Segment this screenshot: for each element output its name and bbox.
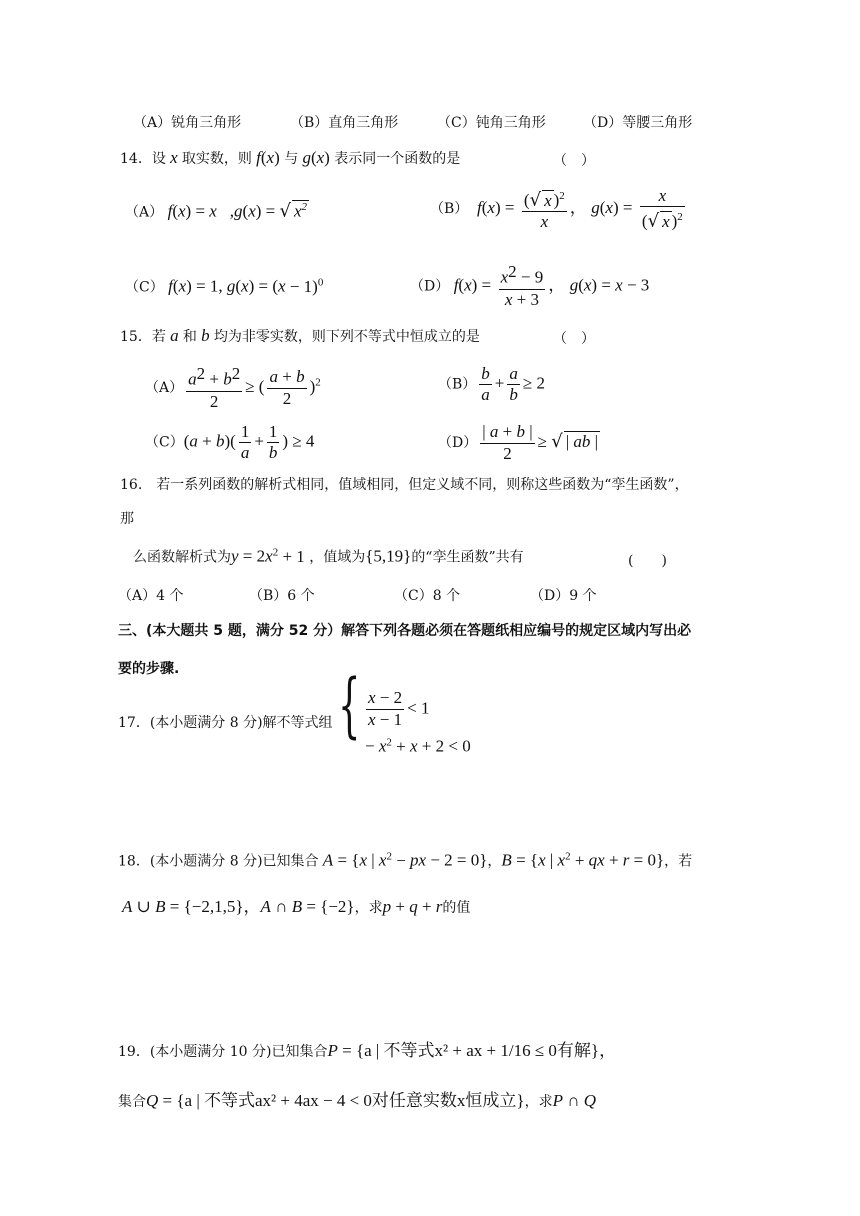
q14-label-d: （D） xyxy=(410,278,450,295)
q18-line1: 18．(本小题满分 8 分)已知集合 A = {x | $x^2$ − px − 2 = 0}，B = {x | $x^2$ + qx + r = 0}，若 xyxy=(118,850,693,870)
q15-stem-c: 均为非零实数，则下列不等式中恒成立的是 xyxy=(213,329,480,345)
q16-line1: 16. 若一系列函数的解析式相同，值域相同，但定义域不同，则称这些函数为“孪生函数”， xyxy=(120,477,689,493)
q18-line2: A ∪ B = {−2,1,5}，A ∩ B = {−2}，求p + q + r的值 xyxy=(122,897,471,916)
q15-stem-a: 若 xyxy=(151,329,166,345)
q15-option-a: （A） $\frac{a^2 + b^2}{2}$ ≥ ( $\frac{a + b}{2}$ )$^2$ xyxy=(145,364,321,411)
q16-option-c: （C）8 个 xyxy=(394,588,461,604)
q15-label-c: （C） xyxy=(145,434,184,451)
q15-option-d: （D） $\frac{| a + b |}{2}$ ≥ √ | ab | xyxy=(438,422,599,463)
q16-line3: 么函数解析式为$y = 2x^2 + 1$ ，值域为{5,19}的“孪生函数”共有 xyxy=(133,546,524,566)
q14-stem-c: 与 xyxy=(284,151,299,167)
q14-option-a: （A） f(x) = x ,g(x) = √ $x^2$ xyxy=(125,200,308,222)
q16-option-a: （A）4 个 xyxy=(118,588,184,604)
section3-heading-line2: 要的步骤. xyxy=(118,661,180,677)
q15-label-d: （D） xyxy=(438,435,478,451)
q18-line2-tail: ，求 xyxy=(354,900,383,916)
q15-label-b: （B） xyxy=(438,376,477,393)
q14-number: 14． xyxy=(120,151,152,167)
q15-option-b: （B） $\frac{b}{a}$ + $\frac{a}{b}$ ≥ 2 xyxy=(438,364,545,404)
q15-option-c: （C）(a + b)( $\frac{1}{a}$ + $\frac{1}{b}$ ) ≥ 4 xyxy=(145,422,315,462)
q18-label: 18．(本小题满分 8 分)已知集合 xyxy=(118,853,319,870)
q19-line2: 集合Q = {a | 不等式ax² + 4ax − 4 < 0对任意实数x恒成立}，求P ∩ Q xyxy=(118,1091,597,1110)
q18-tail: ，若 xyxy=(664,853,693,870)
q15-answer-blank: （ ） xyxy=(553,331,595,347)
q13-option-b: （B）直角三角形 xyxy=(290,115,399,131)
q19-label: 19．(本小题满分 10 分)已知集合 xyxy=(118,1044,328,1060)
q19-p-set: {a | 不等式x² + ax + 1/16 ≤ 0有解} xyxy=(355,1041,600,1060)
q18-sep: ， xyxy=(487,853,502,870)
q14-stem: 14．设 x 取实数，则 f(x) 与 g(x) 表示同一个函数的是 xyxy=(120,148,461,167)
q14-stem-b: 取实数，则 xyxy=(181,151,252,167)
q14-label-a: （A） xyxy=(125,204,164,221)
q15-stem-b: 和 xyxy=(182,329,197,345)
q14-option-d: （D） f(x) = $\frac{x^2 - 9}{x + 3}$ ， g(x) = x − 3 xyxy=(410,262,650,309)
q19-line2-label: 集合 xyxy=(118,1094,146,1110)
q19-line2-tail: ，求 xyxy=(524,1094,553,1110)
q16-line3-c: 的“孪生函数”共有 xyxy=(411,549,524,566)
q16-option-b: （B）6 个 xyxy=(249,588,315,604)
q19-line1: 19．(本小题满分 10 分)已知集合P = {a | 不等式x² + ax + 1/16 ≤ 0有解}， xyxy=(118,1041,617,1060)
q18-line2-end: 的值 xyxy=(442,900,471,916)
q15-number: 15． xyxy=(120,329,152,345)
q16-answer-blank: ( ) xyxy=(628,553,667,569)
q14-stem-d: 表示同一个函数的是 xyxy=(334,151,461,167)
q15-stem: 15．若 a 和 b 均为非零实数，则下列不等式中恒成立的是 xyxy=(120,326,480,345)
q14-label-c: （C） xyxy=(125,279,164,296)
q17-label: 17．(本小题满分 8 分)解不等式组 xyxy=(118,715,333,731)
q16-line2: 那 xyxy=(120,511,134,527)
q14-option-b: （B） f(x) = $\frac{(√ x )^2}{x}$ ， g(x) = $\frac{x}{(√ x )^2}$ xyxy=(430,186,683,232)
q16-line3-a: 么函数解析式为 xyxy=(133,549,231,566)
q14-stem-a: 设 xyxy=(151,151,166,167)
q14-answer-blank: （ ） xyxy=(553,153,595,169)
q15-label-a: （A） xyxy=(145,379,184,396)
q16-line3-b: ，值域为 xyxy=(309,549,366,566)
q19-q-set: {a | 不等式ax² + 4ax − 4 < 0对任意实数x恒成立} xyxy=(176,1091,525,1110)
q14-label-b: （B） xyxy=(430,200,469,217)
section3-heading-line1: 三、(本大题共 5 题，满分 52 分）解答下列各题必须在答题纸相应编号的规定区域内写出必 xyxy=(118,623,692,639)
q14-option-c: （C） f(x) = 1, $g(x) = (x - 1)^0$ xyxy=(125,276,324,296)
q16-option-d: （D）9 个 xyxy=(530,588,597,604)
q13-option-a: （A）锐角三角形 xyxy=(133,115,242,131)
q13-option-d: （D）等腰三角形 xyxy=(583,115,693,131)
q13-option-c: （C）钝角三角形 xyxy=(437,115,546,131)
